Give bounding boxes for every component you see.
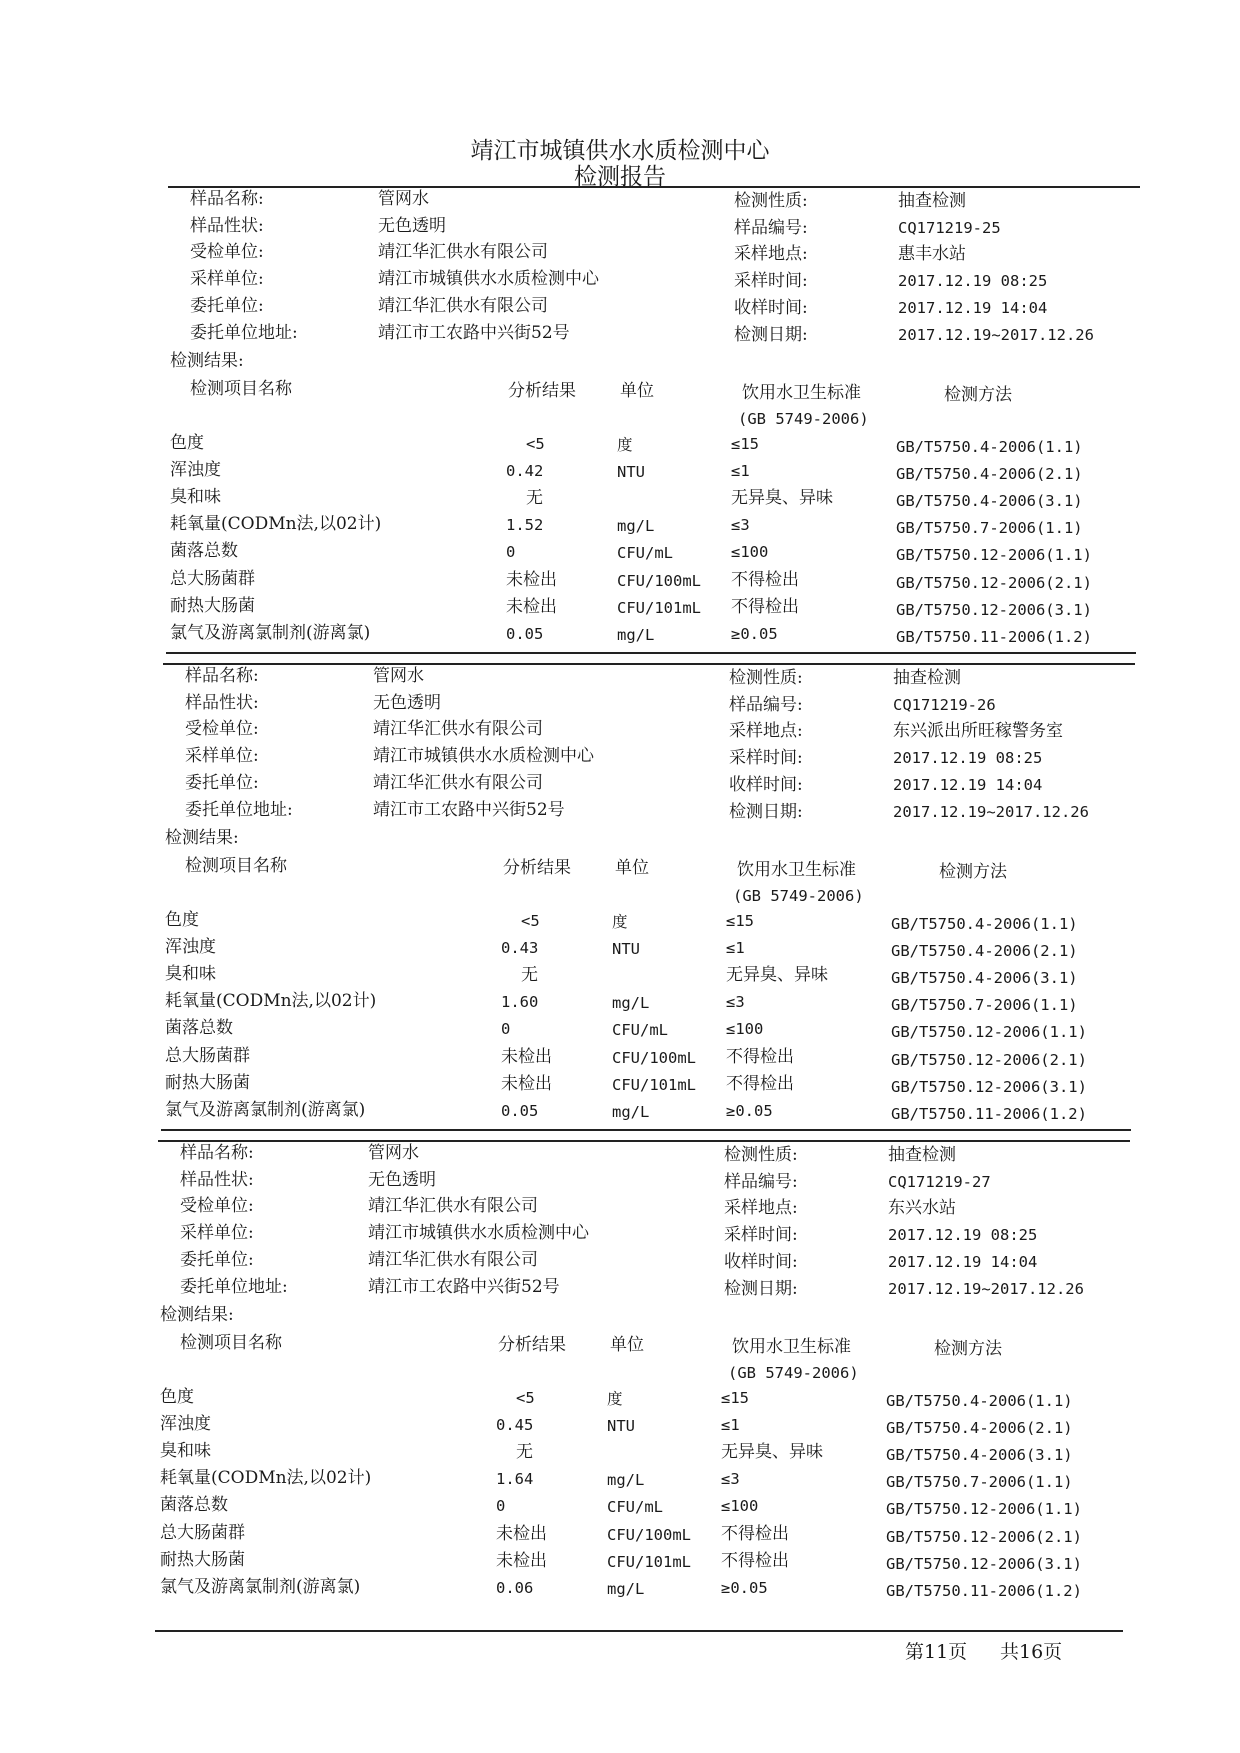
unit: CFU/101mL	[612, 1075, 696, 1094]
label-sampling-unit: 采样单位:	[190, 269, 264, 290]
analysis-result: 0.45	[496, 1416, 534, 1435]
test-method: GB/T5750.4-2006(1.1)	[886, 1392, 1073, 1410]
column-header-unit: 单位	[615, 858, 649, 878]
label-sample-name: 样品名称:	[185, 666, 259, 686]
value-client-address: 靖江市工农路中兴街52号	[368, 1276, 560, 1297]
unit: 度	[617, 436, 633, 454]
unit: CFU/101mL	[607, 1552, 691, 1571]
test-method: GB/T5750.4-2006(3.1)	[886, 1446, 1073, 1465]
test-method: GB/T5750.12-2006(2.1)	[896, 573, 1092, 592]
label-location: 采样地点:	[724, 1198, 798, 1219]
value-test-date: 2017.12.19~2017.12.26	[893, 802, 1089, 821]
standard-limit: ≤100	[726, 1020, 764, 1039]
value-inspected-unit: 靖江华汇供水有限公司	[378, 242, 548, 263]
analysis-result: 0.05	[501, 1101, 539, 1120]
unit: CFU/mL	[612, 1021, 668, 1040]
test-method: GB/T5750.12-2006(1.1)	[886, 1500, 1082, 1519]
analysis-result: 1.60	[501, 993, 539, 1012]
analysis-result: 未检出	[501, 1073, 552, 1094]
item-name: 总大肠菌群	[160, 1522, 245, 1543]
unit: mg/L	[617, 625, 655, 644]
unit: 度	[607, 1390, 623, 1408]
results-label: 检测结果:	[170, 351, 244, 371]
analysis-result: 1.64	[496, 1470, 534, 1489]
standard-limit: ≤1	[731, 462, 750, 481]
test-method: GB/T5750.4-2006(3.1)	[896, 492, 1083, 511]
value-sample-name: 管网水	[368, 1143, 419, 1163]
label-sample-name: 样品名称:	[180, 1143, 254, 1163]
analysis-result: 未检出	[496, 1523, 547, 1544]
standard-limit: ≤100	[731, 543, 769, 562]
unit: mg/L	[607, 1579, 645, 1598]
test-method: GB/T5750.7-2006(1.1)	[886, 1473, 1073, 1492]
test-method: GB/T5750.12-2006(3.1)	[891, 1077, 1087, 1096]
unit: CFU/100mL	[612, 1048, 696, 1067]
analysis-result: <5	[516, 1389, 535, 1407]
value-test-date: 2017.12.19~2017.12.26	[898, 325, 1094, 344]
footer-rule	[155, 1630, 1123, 1632]
item-name: 总大肠菌群	[165, 1045, 250, 1066]
label-client-unit: 委托单位:	[190, 295, 264, 316]
analysis-result: 0.42	[506, 462, 544, 481]
column-header-standard: 饮用水卫生标准	[737, 860, 856, 880]
analysis-result: 无	[516, 1442, 533, 1463]
standard-limit: 不得检出	[731, 596, 799, 617]
unit: CFU/mL	[607, 1498, 663, 1517]
item-name: 色度	[160, 1387, 194, 1407]
unit: NTU	[612, 940, 640, 959]
standard-limit: 无异臭、异味	[721, 1442, 823, 1463]
column-header-result: 分析结果	[503, 858, 571, 878]
standard-limit: ≤1	[721, 1416, 740, 1435]
label-test-date: 检测日期:	[729, 801, 803, 822]
value-receipt-time: 2017.12.19 14:04	[893, 775, 1043, 794]
value-sample-state: 无色透明	[378, 215, 446, 236]
item-name: 菌落总数	[165, 1018, 233, 1039]
standard-limit: ≥0.05	[726, 1101, 773, 1120]
label-receipt-time: 收样时间:	[734, 297, 808, 318]
standard-limit: 不得检出	[721, 1550, 789, 1571]
standard-limit: ≤15	[721, 1389, 749, 1407]
analysis-result: <5	[521, 912, 540, 930]
test-method: GB/T5750.11-2006(1.2)	[886, 1581, 1082, 1600]
column-header-result: 分析结果	[508, 381, 576, 401]
item-name: 浑浊度	[170, 460, 221, 481]
standard-limit: ≥0.05	[721, 1578, 768, 1597]
item-name: 氯气及游离氯制剂(游离氯)	[170, 622, 371, 643]
item-name: 臭和味	[170, 487, 221, 508]
test-method: GB/T5750.12-2006(3.1)	[896, 600, 1092, 619]
column-header-standard-code: (GB 5749-2006)	[728, 1364, 859, 1382]
value-location: 惠丰水站	[898, 244, 966, 265]
label-sampling-time: 采样时间:	[724, 1225, 798, 1246]
column-header-item: 检测项目名称	[185, 856, 287, 876]
test-method: GB/T5750.12-2006(3.1)	[886, 1554, 1082, 1573]
standard-limit: 不得检出	[726, 1046, 794, 1067]
standard-limit: ≤15	[726, 912, 754, 930]
column-header-method: 检测方法	[944, 385, 1012, 405]
test-method: GB/T5750.11-2006(1.2)	[891, 1104, 1087, 1123]
test-method: GB/T5750.4-2006(2.1)	[886, 1419, 1073, 1438]
item-name: 氯气及游离氯制剂(游离氯)	[160, 1576, 361, 1597]
unit: CFU/mL	[617, 544, 673, 563]
label-sample-state: 样品性状:	[190, 215, 264, 236]
page-total: 共16页	[1000, 1641, 1063, 1663]
label-sample-state: 样品性状:	[180, 1169, 254, 1190]
standard-limit: ≥0.05	[731, 624, 778, 643]
label-sample-no: 样品编号:	[724, 1171, 798, 1192]
standard-limit: 不得检出	[721, 1523, 789, 1544]
label-nature: 检测性质:	[734, 191, 808, 211]
analysis-result: 0	[506, 543, 516, 562]
test-method: GB/T5750.11-2006(1.2)	[896, 627, 1092, 646]
column-header-method: 检测方法	[939, 862, 1007, 882]
label-sampling-time: 采样时间:	[734, 271, 808, 292]
column-header-item: 检测项目名称	[180, 1333, 282, 1353]
item-name: 耐热大肠菌	[170, 595, 255, 616]
unit: mg/L	[607, 1471, 645, 1490]
label-nature: 检测性质:	[729, 668, 803, 688]
test-method: GB/T5750.12-2006(1.1)	[896, 546, 1092, 565]
value-receipt-time: 2017.12.19 14:04	[888, 1252, 1038, 1271]
value-sampling-unit: 靖江市城镇供水水质检测中心	[368, 1223, 589, 1244]
analysis-result: <5	[526, 435, 545, 453]
column-header-standard: 饮用水卫生标准	[732, 1337, 851, 1357]
label-client-address: 委托单位地址:	[190, 322, 298, 343]
item-name: 耗氧量(CODMn法,以02计)	[165, 991, 377, 1012]
analysis-result: 无	[521, 965, 538, 986]
value-sampling-unit: 靖江市城镇供水水质检测中心	[378, 269, 599, 290]
value-sampling-unit: 靖江市城镇供水水质检测中心	[373, 746, 594, 767]
label-sample-no: 样品编号:	[734, 217, 808, 238]
label-client-unit: 委托单位:	[180, 1249, 254, 1270]
item-name: 菌落总数	[170, 541, 238, 562]
label-location: 采样地点:	[734, 244, 808, 265]
item-name: 浑浊度	[160, 1414, 211, 1435]
value-test-date: 2017.12.19~2017.12.26	[888, 1279, 1084, 1298]
label-inspected-unit: 受检单位:	[185, 719, 259, 740]
value-sample-state: 无色透明	[368, 1169, 436, 1190]
column-header-standard-code: (GB 5749-2006)	[733, 887, 864, 905]
standard-limit: ≤3	[721, 1470, 740, 1489]
value-client-address: 靖江市工农路中兴街52号	[373, 799, 565, 820]
label-sample-state: 样品性状:	[185, 692, 259, 713]
value-inspected-unit: 靖江华汇供水有限公司	[373, 719, 543, 740]
standard-limit: ≤1	[726, 939, 745, 958]
label-inspected-unit: 受检单位:	[190, 242, 264, 263]
value-sampling-time: 2017.12.19 08:25	[893, 749, 1043, 768]
unit: mg/L	[612, 1102, 650, 1121]
unit: mg/L	[612, 994, 650, 1013]
label-client-address: 委托单位地址:	[185, 799, 293, 820]
label-test-date: 检测日期:	[734, 324, 808, 345]
column-header-standard: 饮用水卫生标准	[742, 383, 861, 403]
unit: 度	[612, 913, 628, 931]
value-nature: 抽查检测	[888, 1145, 956, 1165]
test-method: GB/T5750.12-2006(1.1)	[891, 1023, 1087, 1042]
section-rule	[166, 652, 1136, 654]
value-sampling-time: 2017.12.19 08:25	[898, 272, 1048, 291]
value-sample-no: CQ171219-25	[898, 218, 1001, 237]
item-name: 总大肠菌群	[170, 568, 255, 589]
item-name: 耗氧量(CODMn法,以02计)	[170, 514, 382, 535]
label-receipt-time: 收样时间:	[729, 774, 803, 795]
analysis-result: 无	[526, 488, 543, 509]
item-name: 耐热大肠菌	[165, 1072, 250, 1093]
value-sample-no: CQ171219-26	[893, 695, 996, 714]
item-name: 色度	[165, 910, 199, 930]
item-name: 臭和味	[165, 964, 216, 985]
analysis-result: 未检出	[496, 1550, 547, 1571]
column-header-item: 检测项目名称	[190, 379, 292, 399]
test-method: GB/T5750.4-2006(2.1)	[896, 465, 1083, 484]
test-method: GB/T5750.12-2006(2.1)	[891, 1050, 1087, 1069]
test-method: GB/T5750.7-2006(1.1)	[896, 519, 1083, 538]
value-client-unit: 靖江华汇供水有限公司	[378, 295, 548, 316]
analysis-result: 0.43	[501, 939, 539, 958]
analysis-result: 未检出	[506, 596, 557, 617]
value-sample-name: 管网水	[373, 666, 424, 686]
test-method: GB/T5750.4-2006(3.1)	[891, 969, 1078, 988]
item-name: 菌落总数	[160, 1495, 228, 1516]
value-sample-state: 无色透明	[373, 692, 441, 713]
page-number: 第11页	[905, 1641, 968, 1663]
unit: mg/L	[617, 517, 655, 536]
label-client-unit: 委托单位:	[185, 772, 259, 793]
value-receipt-time: 2017.12.19 14:04	[898, 298, 1048, 317]
label-receipt-time: 收样时间:	[724, 1251, 798, 1272]
value-location: 东兴派出所旺稼警务室	[893, 721, 1063, 742]
standard-limit: 无异臭、异味	[726, 965, 828, 986]
test-method: GB/T5750.7-2006(1.1)	[891, 996, 1078, 1015]
standard-limit: 不得检出	[731, 569, 799, 590]
item-name: 色度	[170, 433, 204, 453]
value-sampling-time: 2017.12.19 08:25	[888, 1226, 1038, 1245]
item-name: 氯气及游离氯制剂(游离氯)	[165, 1099, 366, 1120]
value-inspected-unit: 靖江华汇供水有限公司	[368, 1196, 538, 1217]
standard-limit: ≤15	[731, 435, 759, 453]
test-method: GB/T5750.4-2006(1.1)	[891, 915, 1078, 933]
analysis-result: 未检出	[501, 1046, 552, 1067]
column-header-result: 分析结果	[498, 1335, 566, 1355]
label-client-address: 委托单位地址:	[180, 1276, 288, 1297]
label-sampling-unit: 采样单位:	[185, 746, 259, 767]
results-label: 检测结果:	[160, 1305, 234, 1325]
section-rule	[161, 1129, 1131, 1131]
value-client-unit: 靖江华汇供水有限公司	[373, 772, 543, 793]
label-sample-name: 样品名称:	[190, 189, 264, 209]
item-name: 耐热大肠菌	[160, 1549, 245, 1570]
unit: CFU/100mL	[607, 1525, 691, 1544]
report-org-title: 靖江市城镇供水水质检测中心	[470, 138, 770, 164]
standard-limit: 无异臭、异味	[731, 488, 833, 509]
label-inspected-unit: 受检单位:	[180, 1196, 254, 1217]
analysis-result: 1.52	[506, 516, 544, 535]
item-name: 耗氧量(CODMn法,以02计)	[160, 1468, 372, 1489]
column-header-unit: 单位	[610, 1335, 644, 1355]
unit: CFU/101mL	[617, 598, 701, 617]
label-sampling-unit: 采样单位:	[180, 1223, 254, 1244]
standard-limit: 不得检出	[726, 1073, 794, 1094]
value-nature: 抽查检测	[898, 191, 966, 211]
value-sample-no: CQ171219-27	[888, 1172, 991, 1191]
column-header-method: 检测方法	[934, 1339, 1002, 1359]
unit: NTU	[607, 1417, 635, 1436]
value-location: 东兴水站	[888, 1198, 956, 1219]
value-client-unit: 靖江华汇供水有限公司	[368, 1249, 538, 1270]
standard-limit: ≤100	[721, 1497, 759, 1516]
test-method: GB/T5750.4-2006(1.1)	[896, 438, 1083, 456]
label-test-date: 检测日期:	[724, 1278, 798, 1299]
value-nature: 抽查检测	[893, 668, 961, 688]
value-sample-name: 管网水	[378, 189, 429, 209]
column-header-standard-code: (GB 5749-2006)	[738, 410, 869, 428]
standard-limit: ≤3	[726, 993, 745, 1012]
section-rule	[158, 1140, 1130, 1142]
item-name: 臭和味	[160, 1441, 211, 1462]
unit: NTU	[617, 463, 645, 482]
label-sample-no: 样品编号:	[729, 694, 803, 715]
label-location: 采样地点:	[729, 721, 803, 742]
analysis-result: 未检出	[506, 569, 557, 590]
value-client-address: 靖江市工农路中兴街52号	[378, 322, 570, 343]
analysis-result: 0.06	[496, 1578, 534, 1597]
unit: CFU/100mL	[617, 571, 701, 590]
report-title: 检测报告	[574, 164, 666, 190]
test-method: GB/T5750.4-2006(2.1)	[891, 942, 1078, 961]
standard-limit: ≤3	[731, 516, 750, 535]
item-name: 浑浊度	[165, 937, 216, 958]
results-label: 检测结果:	[165, 828, 239, 848]
analysis-result: 0.05	[506, 624, 544, 643]
analysis-result: 0	[496, 1497, 506, 1516]
analysis-result: 0	[501, 1020, 511, 1039]
test-method: GB/T5750.12-2006(2.1)	[886, 1527, 1082, 1546]
column-header-unit: 单位	[620, 381, 654, 401]
label-sampling-time: 采样时间:	[729, 748, 803, 769]
label-nature: 检测性质:	[724, 1145, 798, 1165]
